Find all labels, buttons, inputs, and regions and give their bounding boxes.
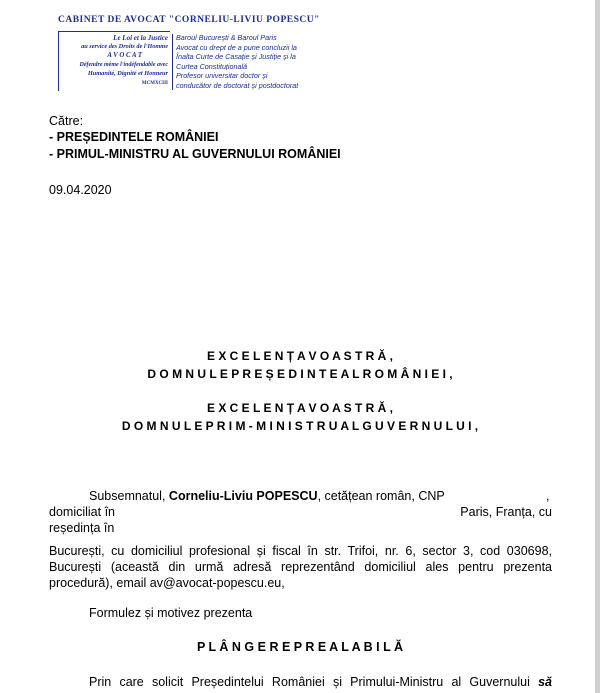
para1-line-6: procedură), email av@avocat-popescu.eu, [49,576,285,590]
logo-line-2: au service des Droits de l'Homme [81,43,168,50]
para1-subsemnatul: Subsemnatul, [89,489,166,503]
para3-emphasis: să [538,675,552,689]
salutation-2-line-1: E X C E L E N Ț A V O A S T R Ă , [206,401,394,415]
para1-line-2-start: domiciliat în [49,505,115,519]
logo-line-3: A V O C A T [107,52,142,59]
logo-line-5: Humanité, Dignité et Honneur [87,70,168,77]
recipient-president: - PREȘEDINTELE ROMÂNIEI [49,130,219,144]
document-date: 09.04.2020 [49,183,112,197]
para1-line-4: București, cu domiciliul profesional și fiscal în str. Trifoi, nr. 6, sector 3, cod 030698, [49,544,552,558]
page-edge [595,0,600,693]
author-name: Corneliu-Liviu POPESCU [168,489,318,503]
firm-info-line-1: Baroul București & Baroul Paris [176,33,277,42]
logo-line-1: Le Loi et la Justice [113,34,168,42]
firm-info-line-4: Curtea Constituțională [176,61,248,71]
para2: Formulez și motivez prezenta [89,606,253,620]
para1-line-1-start [89,488,445,504]
firm-info [176,33,298,91]
para3-text: Prin care solicit Președintelui României și Primului-Ministru al Guvernului [89,675,530,689]
firm-info-line-5: Profesor universitar doctor și [176,71,268,81]
para1-line-5: București (această din urmă adresă reprezentând domiciliul ales pentru prezenta [49,560,552,574]
para1-line-2-end: Paris, Franța, cu [460,505,552,519]
letterhead-divider [172,34,173,90]
para1-line-3: reședința în [49,521,115,535]
para3 [89,674,552,690]
firm-logo [58,31,170,91]
salutation-1-line-1: E X C E L E N Ț A V O A S T R Ă , [206,349,394,363]
recipient-prime-minister: - PRIMUL-MINISTRU AL GUVERNULUI ROMÂNIEI [49,147,341,161]
logo-line-4: Défendre même l'indéfendable avec [79,62,168,68]
firm-info-line-2: Avocat cu drept de a pune concluzii la [176,42,297,52]
para1-cnp-label: , cetățean român, CNP [317,489,445,503]
logo-line-6: MCMXCIII [141,81,168,86]
document-title: P L Â N G E R E P R E A L A B I L Ă [196,640,404,654]
recipients-label: Către: [49,114,84,128]
firm-info-line-3: Înalta Curte de Casație și Justiție și la [176,52,296,62]
salutation-1-line-2: D O M N U L E P R E Ș E D I N T E A L R O M Â N I E I , [147,367,453,381]
firm-name: CABINET DE AVOCAT "CORNELIU-LIVIU POPESCU" [58,15,320,25]
salutation-2-line-2: D O M N U L E P R I M - M I N I S T R U A L G U V E R N U L U I , [121,419,479,433]
para1-line-1-end: , [546,489,550,503]
firm-info-line-6: conducător de doctorat și postdoctorat [176,80,299,90]
